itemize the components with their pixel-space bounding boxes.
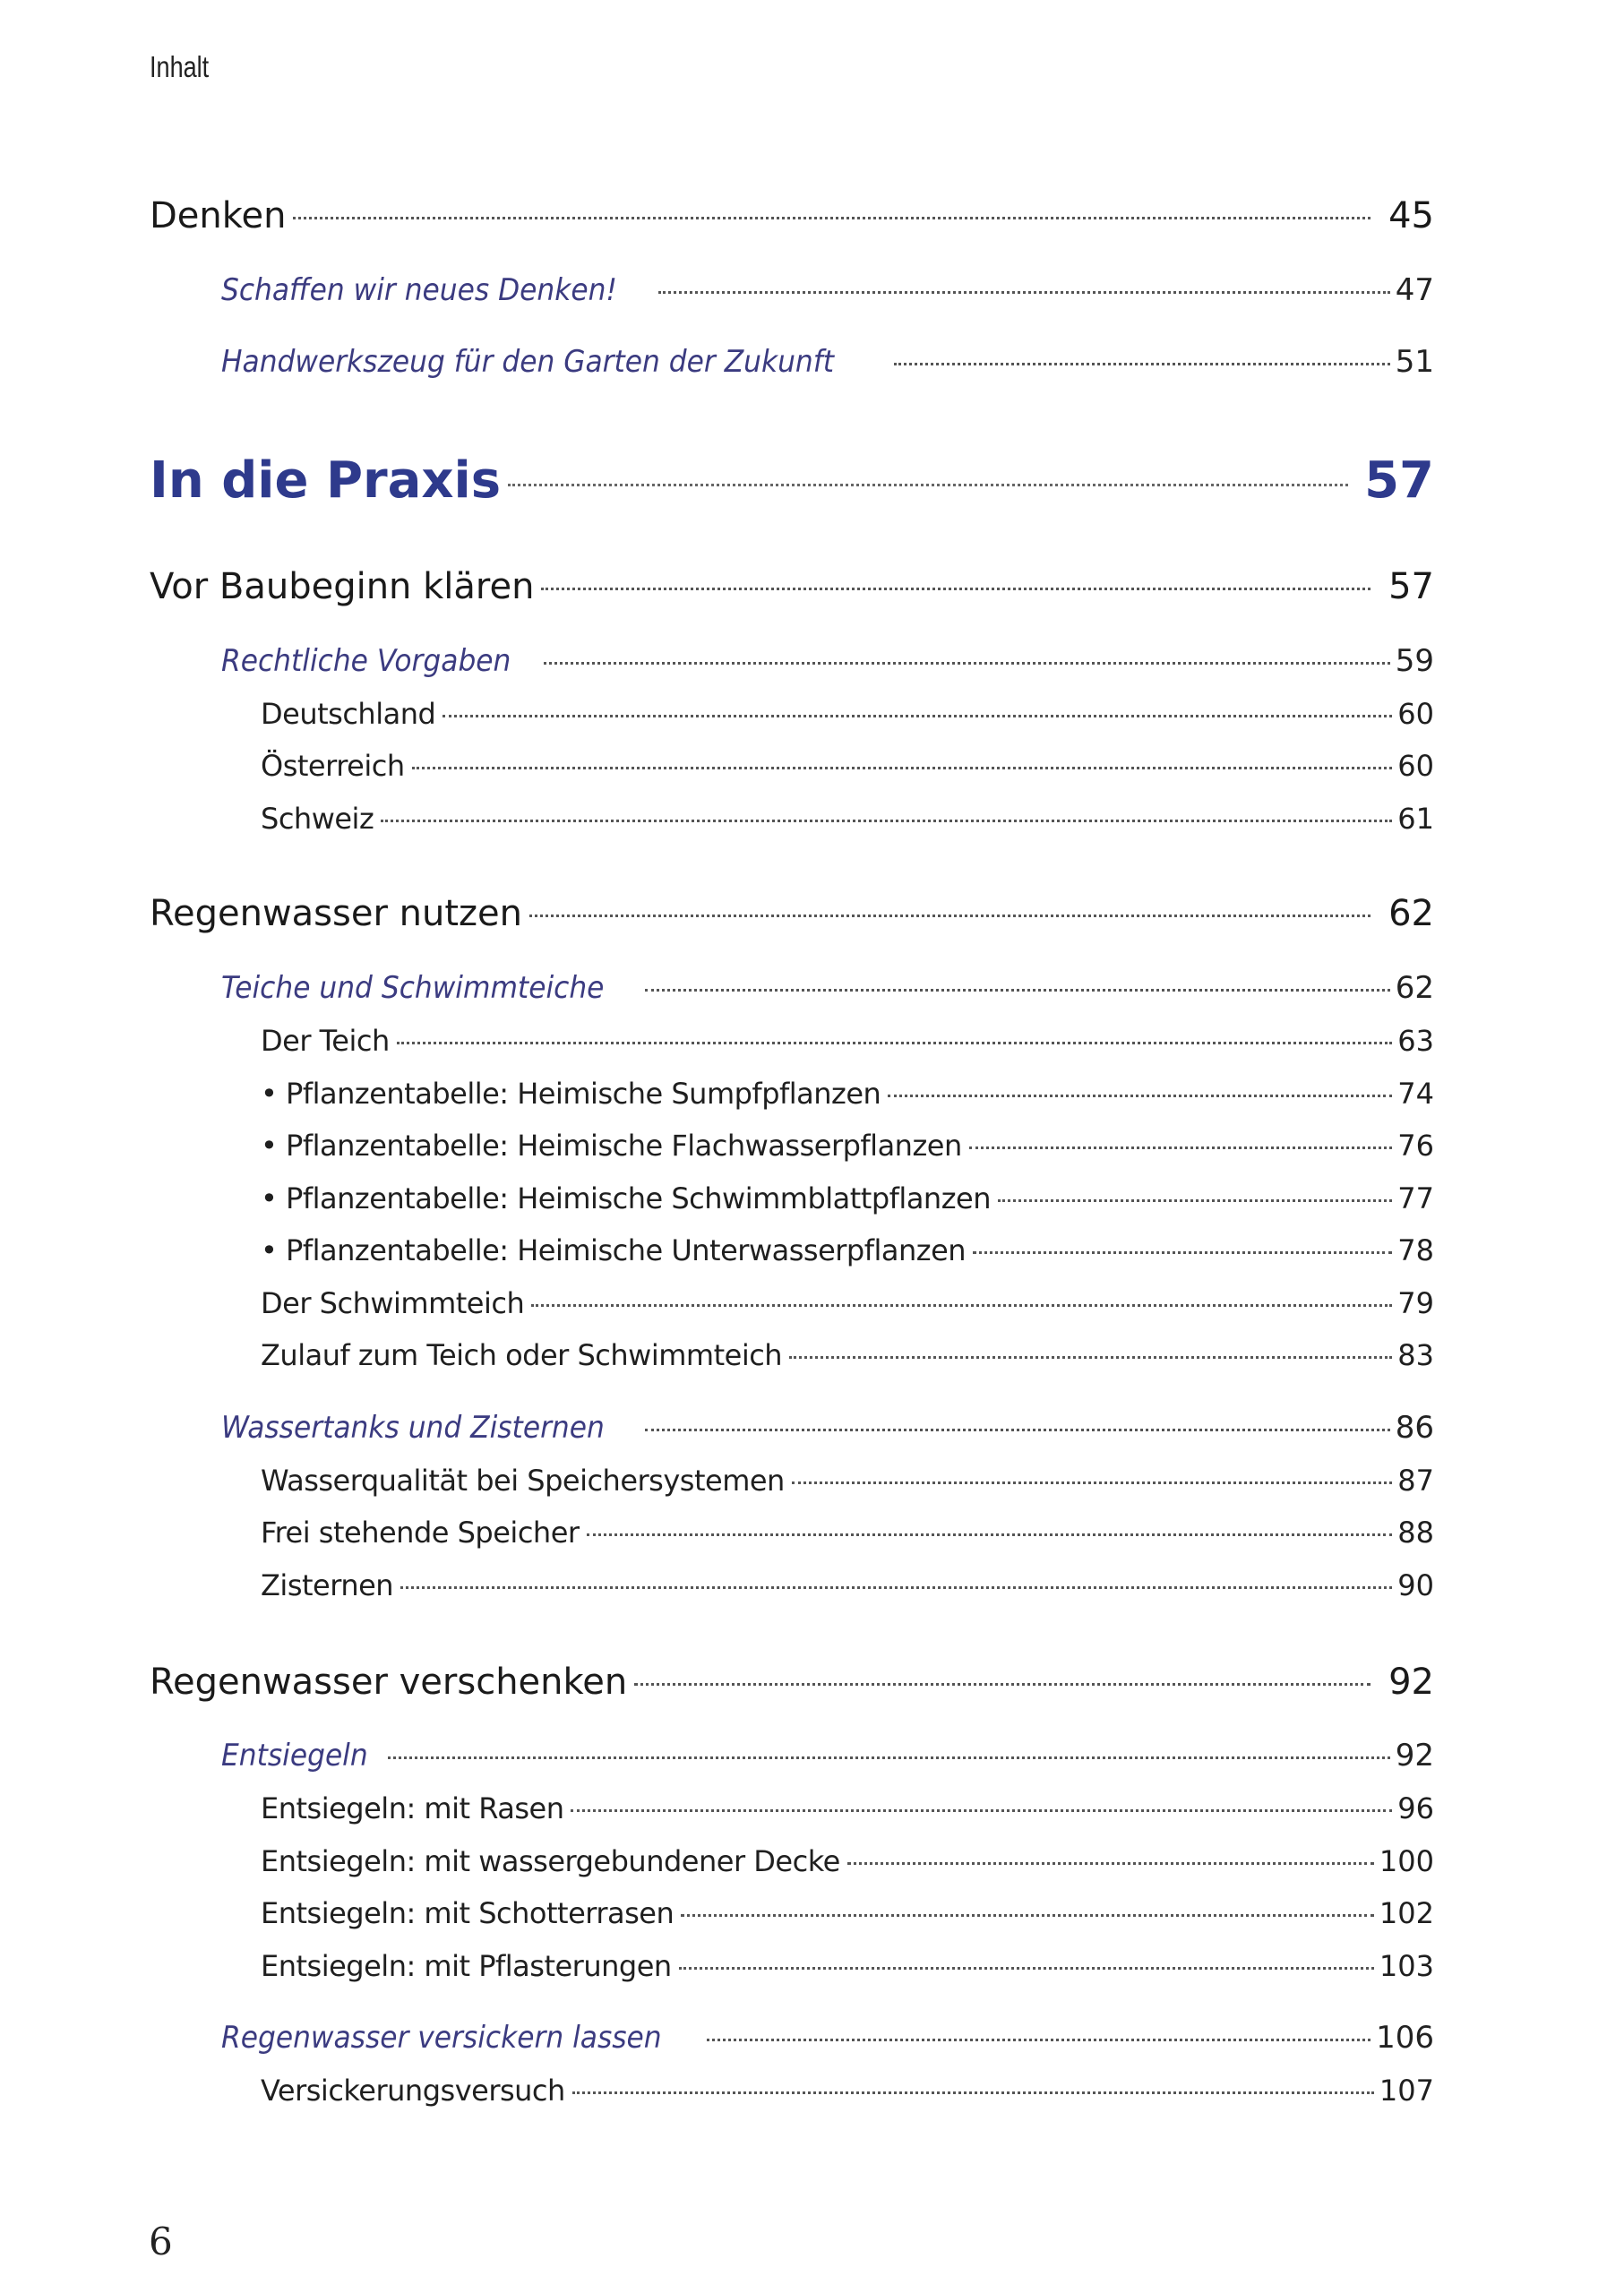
- toc-entry[interactable]: [150, 192, 1434, 237]
- dot-leader: [388, 1735, 1390, 1765]
- dot-leader: [531, 1284, 1392, 1313]
- toc-entry-title: Österreich: [261, 749, 405, 783]
- dot-leader: [679, 1947, 1374, 1976]
- dot-leader: [645, 967, 1390, 998]
- dot-leader: [397, 1022, 1393, 1051]
- dot-leader: [789, 1336, 1392, 1365]
- toc-entry-page: 87: [1397, 1464, 1434, 1498]
- toc-entry-page: 90: [1397, 1568, 1434, 1602]
- dot-leader: [571, 1790, 1392, 1818]
- toc-entry-title: Zisternen: [261, 1568, 394, 1602]
- toc-entry[interactable]: [261, 1462, 1434, 1498]
- toc-entry-title: • Pflanzentabelle: Heimische Unterwasserpflanzen: [261, 1233, 967, 1267]
- toc-entry-page: 107: [1379, 2074, 1434, 2108]
- toc-entry-title: Regenwasser verschenken: [150, 1662, 628, 1703]
- toc-entry[interactable]: [261, 1790, 1434, 1825]
- toc-entry-page: 78: [1397, 1233, 1434, 1267]
- page-number: 6: [149, 2220, 173, 2263]
- dot-leader: [293, 192, 1371, 228]
- toc-entry-page: 92: [1388, 1662, 1434, 1703]
- toc-entry-title: Deutschland: [261, 697, 436, 731]
- toc-entry[interactable]: [261, 1894, 1434, 1930]
- toc-entry[interactable]: [150, 447, 1434, 511]
- toc-entry-page: 59: [1395, 643, 1434, 679]
- toc-entry[interactable]: [261, 1842, 1434, 1878]
- toc-entry[interactable]: [261, 695, 1434, 731]
- toc-entry[interactable]: [261, 1567, 1434, 1602]
- toc-entry[interactable]: [261, 1232, 1434, 1267]
- toc-entry-title: Frei stehende Speicher: [261, 1516, 580, 1550]
- toc-entry-title: Denken: [150, 195, 287, 236]
- dot-leader: [792, 1462, 1392, 1490]
- dot-leader: [587, 1514, 1393, 1542]
- toc-entry-page: 86: [1395, 1410, 1434, 1446]
- toc-entry[interactable]: [261, 2072, 1434, 2108]
- dot-leader: [541, 563, 1371, 598]
- dot-leader: [572, 2072, 1374, 2100]
- toc-entry-page: 45: [1388, 195, 1434, 236]
- toc-entry-page: 61: [1397, 802, 1434, 836]
- dot-leader: [645, 1407, 1390, 1438]
- toc-entry[interactable]: [261, 1075, 1434, 1111]
- toc-entry-title: Regenwasser nutzen: [150, 893, 522, 934]
- toc-entry-title: Teiche und Schwimmteiche: [221, 970, 605, 1006]
- toc-entry[interactable]: [261, 747, 1434, 783]
- toc-entry[interactable]: [221, 1735, 1434, 1774]
- dot-leader: [529, 889, 1371, 925]
- toc-entry-page: 79: [1397, 1286, 1434, 1320]
- toc-entry[interactable]: [261, 1022, 1434, 1058]
- toc-entry-title: Zulauf zum Teich oder Schwimmteich: [261, 1338, 783, 1372]
- running-head-title: Inhalt: [150, 50, 210, 83]
- toc-entry-page: 74: [1397, 1077, 1434, 1111]
- dot-leader: [969, 1127, 1393, 1155]
- dot-leader: [707, 2017, 1371, 2048]
- toc-entry-page: 63: [1397, 1024, 1434, 1058]
- toc-entry[interactable]: [150, 1658, 1434, 1704]
- dot-leader: [634, 1658, 1371, 1694]
- toc-entry[interactable]: [221, 341, 1434, 381]
- toc-entry-page: 100: [1379, 1844, 1434, 1878]
- toc-entry-page: 88: [1397, 1516, 1434, 1550]
- toc-entry-title: Regenwasser versickern lassen: [221, 2020, 662, 2056]
- toc-entry-page: 103: [1379, 1949, 1434, 1983]
- toc-entry-title: Versickerungsversuch: [261, 2074, 565, 2108]
- dot-leader: [681, 1894, 1374, 1923]
- toc-entry-page: 96: [1397, 1791, 1434, 1825]
- toc-entry[interactable]: [221, 270, 1434, 309]
- toc-entry-page: 102: [1379, 1896, 1434, 1930]
- toc-entry[interactable]: [221, 967, 1434, 1007]
- toc-entry-page: 83: [1397, 1338, 1434, 1372]
- toc-entry-title: Entsiegeln: mit Schotterrasen: [261, 1896, 675, 1930]
- dot-leader: [658, 270, 1389, 300]
- dot-leader: [443, 695, 1392, 724]
- toc-entry-page: 51: [1395, 344, 1434, 380]
- toc-entry[interactable]: [221, 1407, 1434, 1447]
- toc-entry-title: In die Praxis: [150, 451, 502, 510]
- toc-entry-title: Schaffen wir neues Denken!: [221, 272, 617, 308]
- toc-entry-title: Der Teich: [261, 1024, 390, 1058]
- toc-entry-title: Der Schwimmteich: [261, 1286, 525, 1320]
- dot-leader: [888, 1075, 1392, 1104]
- toc-entry[interactable]: [261, 1336, 1434, 1372]
- toc-entry-title: Handwerkszeug für den Garten der Zukunft: [221, 344, 835, 380]
- toc-entry-page: 60: [1397, 749, 1434, 783]
- toc-entry[interactable]: [261, 1514, 1434, 1550]
- toc-entry[interactable]: [261, 1180, 1434, 1215]
- toc-entry-title: Entsiegeln: mit Rasen: [261, 1791, 564, 1825]
- toc-entry-title: Wasserqualität bei Speichersystemen: [261, 1464, 785, 1498]
- toc-entry-title: Entsiegeln: [221, 1738, 368, 1773]
- toc-entry-title: Wassertanks und Zisternen: [221, 1410, 605, 1446]
- toc-entry-page: 57: [1364, 451, 1434, 510]
- toc-entry-page: 60: [1397, 697, 1434, 731]
- toc-entry-title: • Pflanzentabelle: Heimische Schwimmblattpflanzen: [261, 1181, 991, 1215]
- toc-entry-page: 76: [1397, 1129, 1434, 1163]
- toc-entry-page: 57: [1388, 566, 1434, 607]
- toc-entry[interactable]: [261, 1127, 1434, 1163]
- dot-leader: [381, 800, 1392, 829]
- toc-entry[interactable]: [221, 640, 1434, 680]
- dot-leader: [400, 1567, 1392, 1595]
- toc-entry-title: Vor Baubeginn klären: [150, 566, 535, 607]
- toc-entry[interactable]: [261, 800, 1434, 836]
- dot-leader: [998, 1180, 1392, 1208]
- toc-entry-page: 92: [1395, 1738, 1434, 1773]
- toc-entry-page: 62: [1395, 970, 1434, 1006]
- dot-leader: [973, 1232, 1392, 1260]
- toc-entry-title: • Pflanzentabelle: Heimische Flachwasserpflanzen: [261, 1129, 962, 1163]
- toc-entry-title: • Pflanzentabelle: Heimische Sumpfpflanzen: [261, 1077, 881, 1111]
- toc-entry-title: Entsiegeln: mit Pflasterungen: [261, 1949, 672, 1983]
- toc-entry-page: 47: [1395, 272, 1434, 308]
- toc-entry-title: Rechtliche Vorgaben: [221, 643, 511, 679]
- toc-entry-page: 106: [1376, 2020, 1434, 2056]
- dot-leader: [894, 341, 1389, 372]
- toc-entry-page: 62: [1388, 893, 1434, 934]
- toc-entry[interactable]: [150, 563, 1434, 608]
- toc-entry-title: Entsiegeln: mit wassergebundener Decke: [261, 1844, 840, 1878]
- toc-entry[interactable]: [221, 2017, 1434, 2057]
- toc-entry-page: 77: [1397, 1181, 1434, 1215]
- toc-entry[interactable]: [150, 889, 1434, 935]
- dot-leader: [412, 747, 1393, 776]
- dot-leader: [508, 447, 1348, 497]
- toc-entry[interactable]: [261, 1947, 1434, 1983]
- toc-entry[interactable]: [261, 1284, 1434, 1320]
- dot-leader: [847, 1842, 1374, 1871]
- dot-leader: [544, 640, 1390, 671]
- toc-entry-title: Schweiz: [261, 802, 374, 836]
